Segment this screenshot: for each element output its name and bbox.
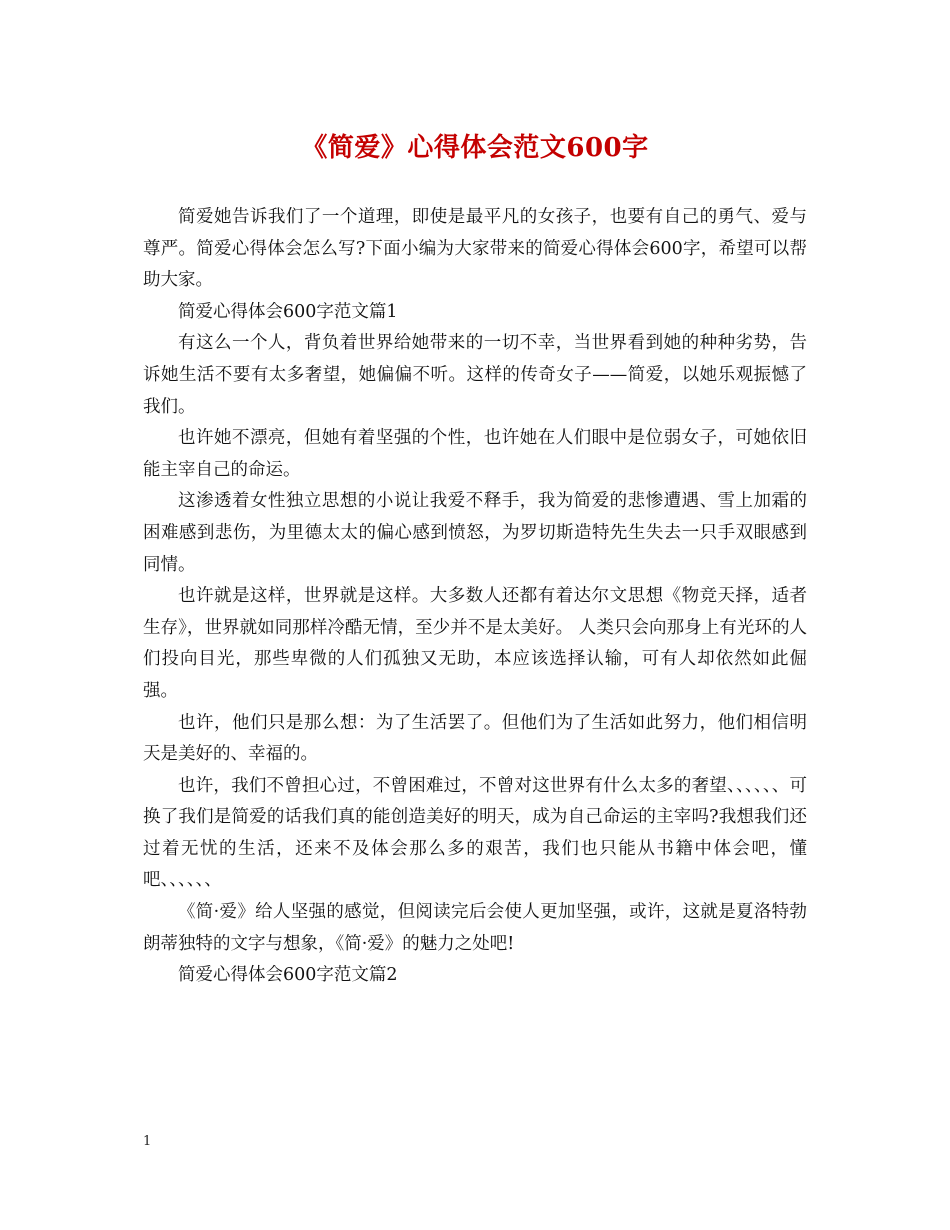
body-paragraph: 也许就是这样，世界就是这样。大多数人还都有着达尔文思想《物竞天择，适者生存》，世界就如同那样冷酷无情，至少并不是太美好。 人类只会向那身上有光环的人们投向目光，那些卑微的人们孤独又无助，本应该选择认输，可有人却依然如此倔强。 xyxy=(143,586,807,701)
body-paragraph: 也许，他们只是那么想：为了生活罢了。但他们为了生活如此努力，他们相信明天是美好的、幸福的。 xyxy=(143,712,807,765)
body-paragraph: 也许，我们不曾担心过，不曾困难过，不曾对这世界有什么太多的奢望、、、、、、可换了我们是简爱的话我们真的能创造美好的明天，成为自己命运的主宰吗?我想我们还过着无忧的生活，还来不及体会那么多的艰苦，我们也只能从书籍中体会吧，懂吧、、、、、、 xyxy=(143,775,807,891)
section-heading-1: 简爱心得体会600字范文篇1 xyxy=(178,301,398,322)
body-paragraph: 《简·爱》给人坚强的感觉，但阅读完后会使人更加坚强，或许，这就是夏洛特勃朗蒂独特的文字与想象，《简·爱》的魅力之处吧! xyxy=(143,902,807,954)
body-paragraph: 这渗透着女性独立思想的小说让我爱不释手，我为简爱的悲惨遭遇、雪上加霜的困难感到悲伤，为里德太太的偏心感到愤怒，为罗切斯造特先生失去一只手双眼感到同情。 xyxy=(143,491,807,575)
body-paragraph: 有这么一个人，背负着世界给她带来的一切不幸，当世界看到她的种种劣势，告诉她生活不要有太多奢望，她偏偏不听。这样的传奇女子——简爱，以她乐观振憾了我们。 xyxy=(143,333,807,417)
body-paragraph: 也许她不漂亮，但她有着坚强的个性，也许她在人们眼中是位弱女子，可她依旧能主宰自己的命运。 xyxy=(143,428,807,480)
intro-paragraph: 简爱她告诉我们了一个道理，即使是最平凡的女孩子，也要有自己的勇气、爱与尊严。简爱心得体会怎么写?下面小编为大家带来的简爱心得体会600字，希望可以帮助大家。 xyxy=(143,207,807,291)
section-heading-2: 简爱心得体会600字范文篇2 xyxy=(178,965,398,986)
document-body xyxy=(143,202,807,992)
document-title: 《简爱》心得体会范文600字 xyxy=(301,133,649,163)
page-number: 1 xyxy=(143,1134,152,1149)
